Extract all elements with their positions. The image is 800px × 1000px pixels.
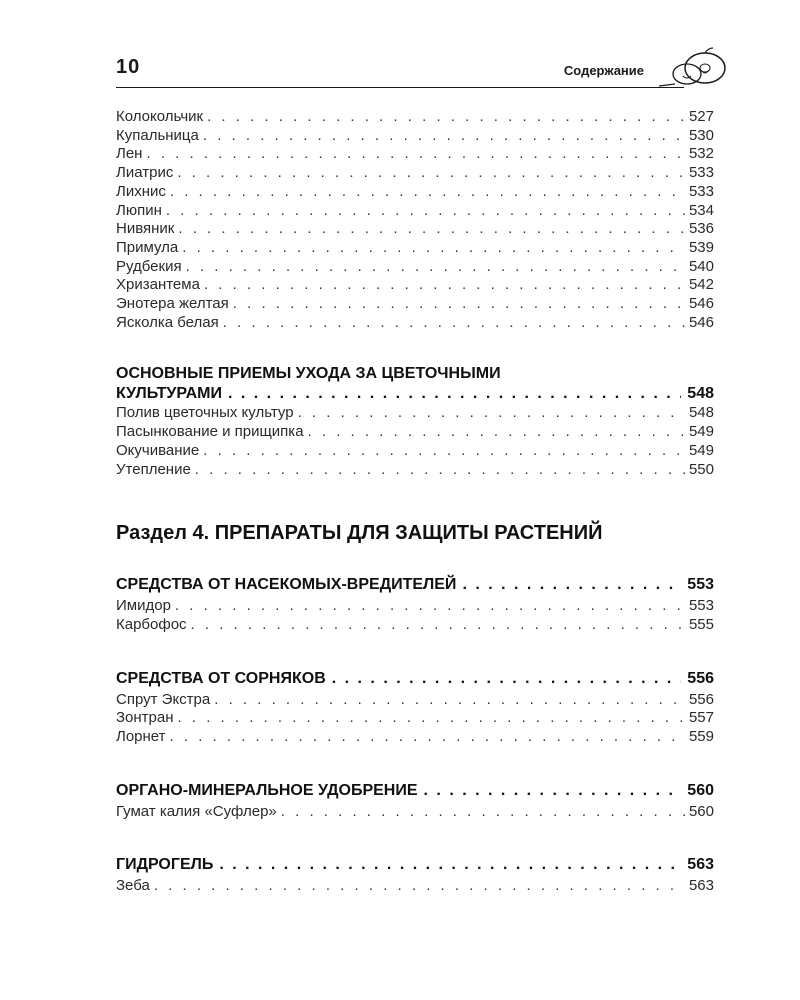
- header-rule: [116, 87, 684, 88]
- section-heading-row: [116, 384, 714, 404]
- entry-page: 548: [688, 404, 714, 422]
- toc-list-top: [116, 108, 714, 332]
- entry-label: Полив цветочных культур: [116, 404, 294, 422]
- toc-entry: [116, 258, 714, 277]
- entry-label: Утепление: [116, 460, 191, 478]
- section-heading: СРЕДСТВА ОТ СОРНЯКОВ: [116, 669, 326, 687]
- leader-dots: [146, 145, 684, 164]
- entry-label: Окучивание: [116, 441, 200, 459]
- entry-label: Нивяник: [116, 220, 175, 238]
- toc-entry: [116, 597, 714, 616]
- entry-label: Зеба: [116, 877, 150, 895]
- table-of-contents: [116, 108, 714, 896]
- entry-label: Люпин: [116, 201, 162, 219]
- section-page: 560: [687, 781, 714, 799]
- entry-page: 549: [688, 423, 714, 441]
- section-heading-row: [116, 855, 714, 875]
- entry-label: Лихнис: [116, 182, 166, 200]
- entry-page: 532: [688, 145, 714, 163]
- entry-label: Энотера желтая: [116, 295, 229, 313]
- section-heading: ОСНОВНЫЕ ПРИЕМЫ УХОДА ЗА ЦВЕТОЧНЫМИ: [116, 365, 501, 383]
- leader-dots: [166, 202, 685, 221]
- entry-label: Примула: [116, 238, 179, 256]
- leader-dots: [424, 781, 682, 801]
- leader-dots: [191, 616, 685, 635]
- entry-page: 549: [688, 441, 714, 459]
- entry-page: 527: [688, 108, 714, 125]
- leader-dots: [178, 709, 685, 728]
- entry-page: 540: [688, 257, 714, 275]
- toc-entry: [116, 220, 714, 239]
- entry-label: Карбофос: [116, 615, 187, 633]
- toc-entry: [116, 803, 714, 822]
- entry-page: 533: [688, 164, 714, 182]
- toc-entry: [116, 127, 714, 146]
- section-heading-row: [116, 575, 714, 595]
- leader-dots: [203, 127, 685, 146]
- leader-dots: [332, 669, 682, 689]
- entry-label: Имидор: [116, 597, 171, 615]
- leader-dots: [219, 855, 681, 875]
- leader-dots: [186, 258, 685, 277]
- leader-dots: [204, 276, 685, 295]
- section-hydrogel: [116, 855, 714, 896]
- leader-dots: [175, 597, 685, 616]
- section-insects: [116, 575, 714, 634]
- page-number: 10: [116, 56, 141, 78]
- entry-page: 530: [688, 126, 714, 144]
- entry-label: Гумат калия «Суфлер»: [116, 802, 277, 820]
- entry-page: 555: [688, 615, 714, 633]
- section-heading-row: [116, 781, 714, 801]
- entry-page: 559: [688, 728, 714, 746]
- leader-dots: [214, 691, 685, 710]
- leader-dots: [298, 404, 685, 423]
- section-fertilizer: [116, 781, 714, 822]
- toc-entry: [116, 709, 714, 728]
- toc-entry: [116, 461, 714, 480]
- part-title-text: 4. ПРЕПАРАТЫ ДЛЯ ЗАЩИТЫ РАСТЕНИЙ: [192, 522, 603, 545]
- leader-dots: [228, 384, 681, 404]
- part-prefix: Раздел: [116, 522, 187, 545]
- entry-label: Колокольчик: [116, 108, 204, 125]
- entry-label: Зонтран: [116, 709, 174, 727]
- leader-dots: [203, 442, 685, 461]
- leader-dots: [281, 803, 685, 822]
- leader-dots: [170, 183, 685, 202]
- leader-dots: [195, 461, 685, 480]
- toc-entry: [116, 616, 714, 635]
- toc-entry: [116, 404, 714, 423]
- section-page: 548: [687, 385, 714, 403]
- section-page: 556: [687, 669, 714, 687]
- leader-dots: [177, 164, 685, 183]
- entry-label: Спрут Экстра: [116, 690, 211, 708]
- leader-dots: [170, 728, 685, 747]
- section-heading: СРЕДСТВА ОТ НАСЕКОМЫХ-ВРЕДИТЕЛЕЙ: [116, 576, 457, 594]
- toc-entry: [116, 183, 714, 202]
- entry-label: Рудбекия: [116, 257, 182, 275]
- section-weeds: [116, 669, 714, 747]
- entry-page: 546: [688, 313, 714, 331]
- apple-logo-icon: [657, 46, 729, 92]
- entry-label: Лорнет: [116, 728, 166, 746]
- section-page: 563: [687, 856, 714, 874]
- entry-page: 557: [688, 709, 714, 727]
- entry-label: Купальница: [116, 126, 199, 144]
- entry-page: 534: [688, 201, 714, 219]
- entry-page: 560: [688, 802, 714, 820]
- leader-dots: [207, 108, 685, 127]
- entry-label: Пасынкование и прищипка: [116, 423, 304, 441]
- part-title: [116, 521, 714, 545]
- entry-label: Лиатрис: [116, 164, 174, 182]
- leader-dots: [233, 295, 685, 314]
- leader-dots: [154, 877, 685, 896]
- toc-entry: [116, 145, 714, 164]
- toc-entry: [116, 202, 714, 221]
- entry-page: 536: [688, 220, 714, 238]
- entry-label: Ясколка белая: [116, 313, 219, 331]
- entry-page: 550: [688, 460, 714, 478]
- leader-dots: [182, 239, 685, 258]
- leader-dots: [462, 575, 681, 595]
- toc-entry: [116, 728, 714, 747]
- running-title: Содержание: [563, 63, 644, 78]
- toc-entry: [116, 314, 714, 333]
- section-heading: ГИДРОГЕЛЬ: [116, 856, 214, 874]
- toc-entry: [116, 423, 714, 442]
- toc-entry: [116, 276, 714, 295]
- entry-page: 556: [688, 690, 714, 708]
- toc-entry: [116, 164, 714, 183]
- entry-label: Лен: [116, 145, 143, 163]
- section-heading: ОРГАНО-МИНЕРАЛЬНОЕ УДОБРЕНИЕ: [116, 781, 418, 799]
- leader-dots: [308, 423, 685, 442]
- entry-page: 542: [688, 276, 714, 294]
- leader-dots: [178, 220, 685, 239]
- section-heading: КУЛЬТУРАМИ: [116, 385, 222, 403]
- entry-page: 546: [688, 295, 714, 313]
- entry-page: 563: [688, 877, 714, 895]
- toc-entry: [116, 442, 714, 461]
- entry-page: 539: [688, 238, 714, 256]
- section-page: 553: [687, 576, 714, 594]
- toc-entry: [116, 691, 714, 710]
- toc-entry: [116, 108, 714, 127]
- entry-page: 553: [688, 597, 714, 615]
- section-heading-row: [116, 669, 714, 689]
- toc-entry: [116, 295, 714, 314]
- entry-page: 533: [688, 182, 714, 200]
- toc-entry: [116, 239, 714, 258]
- care-section: [116, 364, 714, 479]
- leader-dots: [223, 314, 685, 333]
- toc-entry: [116, 877, 714, 896]
- entry-label: Хризантема: [116, 276, 200, 294]
